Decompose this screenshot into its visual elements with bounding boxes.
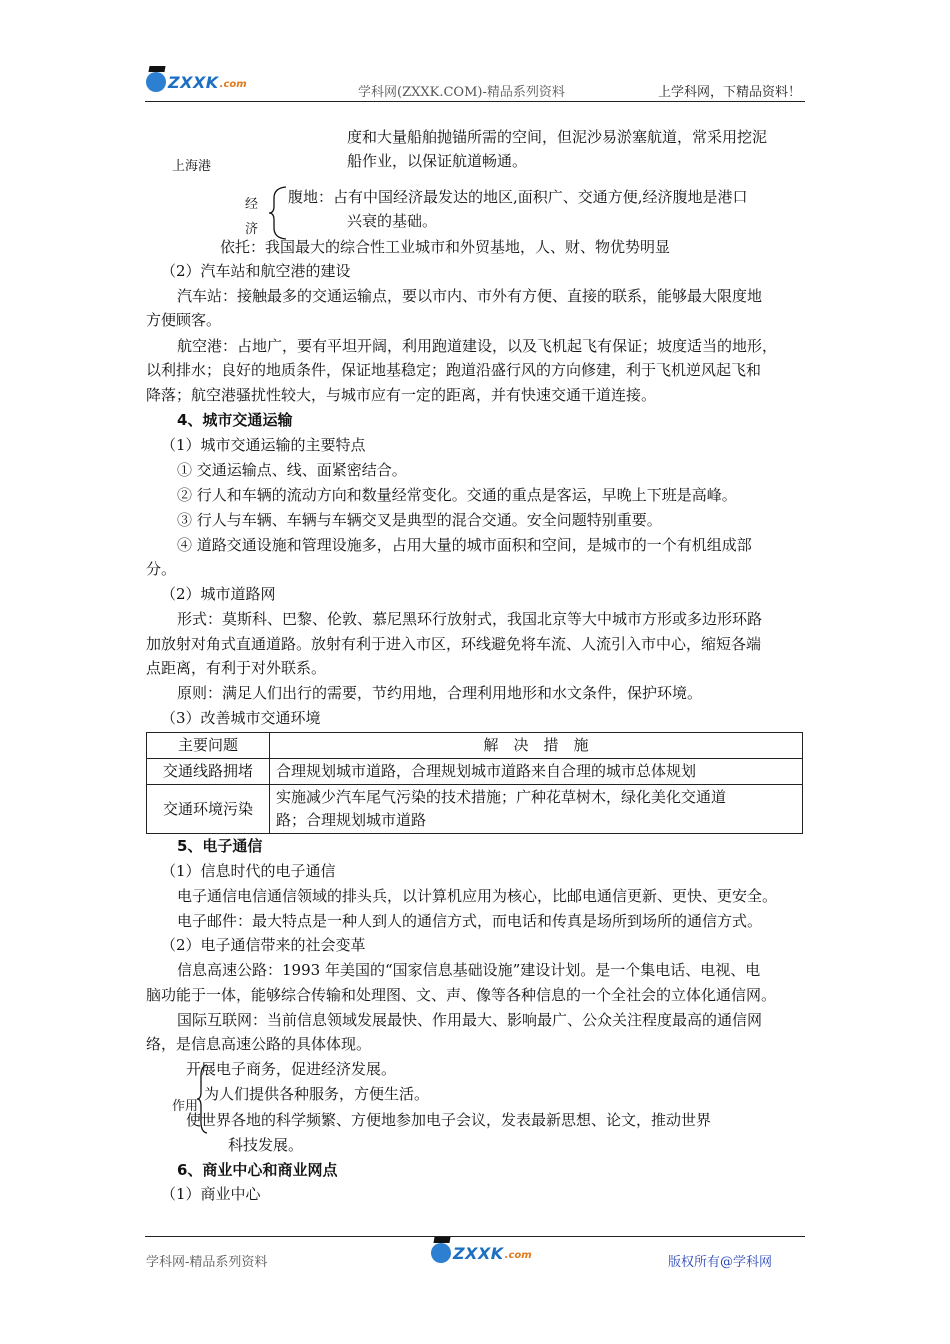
section4-sub1: （1）城市交通运输的主要特点 <box>161 436 366 454</box>
form-line2: 加放射对角式直通道路。放射有利于进入市区，环线避免将车流、人流引入市中心，缩短各端 <box>146 635 762 653</box>
section4-sub2: （2）城市道路网 <box>161 585 276 603</box>
hinterland-line1: 腹地：占有中国经济最发达的地区,面积广、交通方便,经济腹地是港口 <box>288 188 748 206</box>
principle-line: 原则：满足人们出行的需要，节约用地，合理利用地形和水文条件，保护环境。 <box>177 684 703 702</box>
shanghai-port-label: 上海港 <box>172 159 212 174</box>
section4-sub3: （3）改善城市交通环境 <box>161 709 321 727</box>
row2-solution-line1: 实施减少汽车尾气污染的技术措施；广种花草树木，绿化美化交通道 <box>276 788 727 806</box>
logo-suffix: .com <box>219 78 247 90</box>
traffic-table <box>146 732 803 834</box>
air-line2: 以利排水；良好的地质条件，保证地基稳定；跑道沿盛行风的方向修建，利于飞机逆风起飞和 <box>146 361 762 379</box>
mascot-icon <box>146 72 166 92</box>
hinterland-line2: 兴衰的基础。 <box>347 212 438 230</box>
row1-problem: 交通线路拥堵 <box>147 759 270 785</box>
econ-brace-icon <box>268 186 288 240</box>
support-line: 依托：我国最大的综合性工业城市和外贸基地，人、财、物优势明显 <box>220 238 671 256</box>
header-rule <box>145 101 805 102</box>
table-head-solution: 解 决 措 施 <box>270 733 803 759</box>
footer-left: 学科网-精品系列资料 <box>146 1255 268 1270</box>
footer-right: 版权所有@学科网 <box>668 1255 773 1270</box>
section4-p1: ① 交通运输点、线、面紧密结合。 <box>177 461 407 479</box>
footer-logo-suffix: .com <box>504 1249 532 1261</box>
bus-line1: 汽车站：接触最多的交通运输点，要以市内、市外有方便、直接的联系，能够最大限度地 <box>177 287 763 305</box>
stations-heading: （2）汽车站和航空港的建设 <box>161 262 351 280</box>
table-row <box>147 785 803 834</box>
role-label: 作用 <box>172 1099 199 1114</box>
section5-p1: 电子通信电信通信领域的排头兵，以计算机应用为核心，比邮电通信更新、更快、更安全。 <box>177 887 778 905</box>
shanghai-top-line1: 度和大量船舶抛锚所需的空间，但泥沙易淤塞航道，常采用挖泥 <box>347 128 768 146</box>
section4-title: 4、城市交通运输 <box>177 411 293 429</box>
section4-p2: ② 行人和车辆的流动方向和数量经常变化。交通的重点是客运，早晚上下班是高峰。 <box>177 486 737 504</box>
role-item-3-line2: 科技发展。 <box>228 1136 304 1154</box>
form-line1: 形式：莫斯科、巴黎、伦敦、慕尼黑环行放射式，我国北京等大中城市方形或多边形环路 <box>177 610 763 628</box>
internet-line2: 络，是信息高速公路的具体体现。 <box>146 1035 372 1053</box>
role-item-2: 为人们提供各种服务，方便生活。 <box>204 1085 430 1103</box>
section5-sub1: （1）信息时代的电子通信 <box>161 862 336 880</box>
air-line3: 降落；航空港骚扰性较大，与城市应有一定的距离，并有快速交通干道连接。 <box>146 386 657 404</box>
section4-p4-line1: ④ 道路交通设施和管理设施多，占用大量的城市面积和空间，是城市的一个有机组成部 <box>177 536 752 554</box>
econ-char-2: 济 <box>245 222 259 237</box>
table-header-row <box>147 733 803 759</box>
footer-logo-text: ZXXK <box>453 1243 504 1263</box>
table-head-problem: 主要问题 <box>147 733 270 759</box>
mascot-icon <box>431 1243 451 1263</box>
role-item-1: 开展电子商务，促进经济发展。 <box>186 1060 397 1078</box>
section4-p4-line2: 分。 <box>146 560 177 578</box>
row2-problem: 交通环境污染 <box>147 785 270 834</box>
section5-p2: 电子邮件：最大特点是一种人到人的通信方式，而电话和传真是场所到场所的通信方式。 <box>177 912 763 930</box>
air-line1: 航空港：占地广，要有平坦开阔，利用跑道建设，以及飞机起飞有保证；坡度适当的地形， <box>177 337 778 355</box>
header-center: 学科网(ZXXK.COM)-精品系列资料 <box>358 85 565 100</box>
section6-sub1: （1）商业中心 <box>161 1185 261 1203</box>
row1-solution: 合理规划城市道路，合理规划城市道路来自合理的城市总体规划 <box>270 759 803 785</box>
footer-logo <box>431 1243 532 1263</box>
internet-line1: 国际互联网：当前信息领域发展最快、作用最大、影响最广、公众关注程度最高的通信网 <box>177 1011 763 1029</box>
section5-title: 5、电子通信 <box>177 837 263 855</box>
econ-char-1: 经 <box>245 197 259 212</box>
form-line3: 点距离，有利于对外联系。 <box>146 659 327 677</box>
role-item-3-line1: 使世界各地的科学频繁、方便地参加电子会议，发表最新思想、论文，推动世界 <box>186 1111 712 1129</box>
logo-text: ZXXK <box>168 72 219 92</box>
row2-solution-line2: 路；合理规划城市道路 <box>276 811 427 829</box>
section5-sub2: （2）电子通信带来的社会变革 <box>161 936 366 954</box>
footer-rule <box>145 1236 805 1237</box>
shanghai-top-line2: 船作业，以保证航道畅通。 <box>347 152 528 170</box>
bus-line2: 方便顾客。 <box>146 311 222 329</box>
table-row <box>147 759 803 785</box>
section6-title: 6、商业中心和商业网点 <box>177 1161 338 1179</box>
row2-solution <box>270 785 803 834</box>
header-right: 上学科网，下精品资料！ <box>658 85 802 100</box>
header-logo <box>146 72 247 92</box>
section4-p3: ③ 行人与车辆、车辆与车辆交叉是典型的混合交通。安全问题特别重要。 <box>177 511 662 529</box>
highway-line1: 信息高速公路：1993 年美国的“国家信息基础设施”建设计划。是一个集电话、电视、电 <box>177 961 761 979</box>
highway-line2: 脑功能于一体，能够综合传输和处理图、文、声、像等各种信息的一个全社会的立体化通信网。 <box>146 986 777 1004</box>
